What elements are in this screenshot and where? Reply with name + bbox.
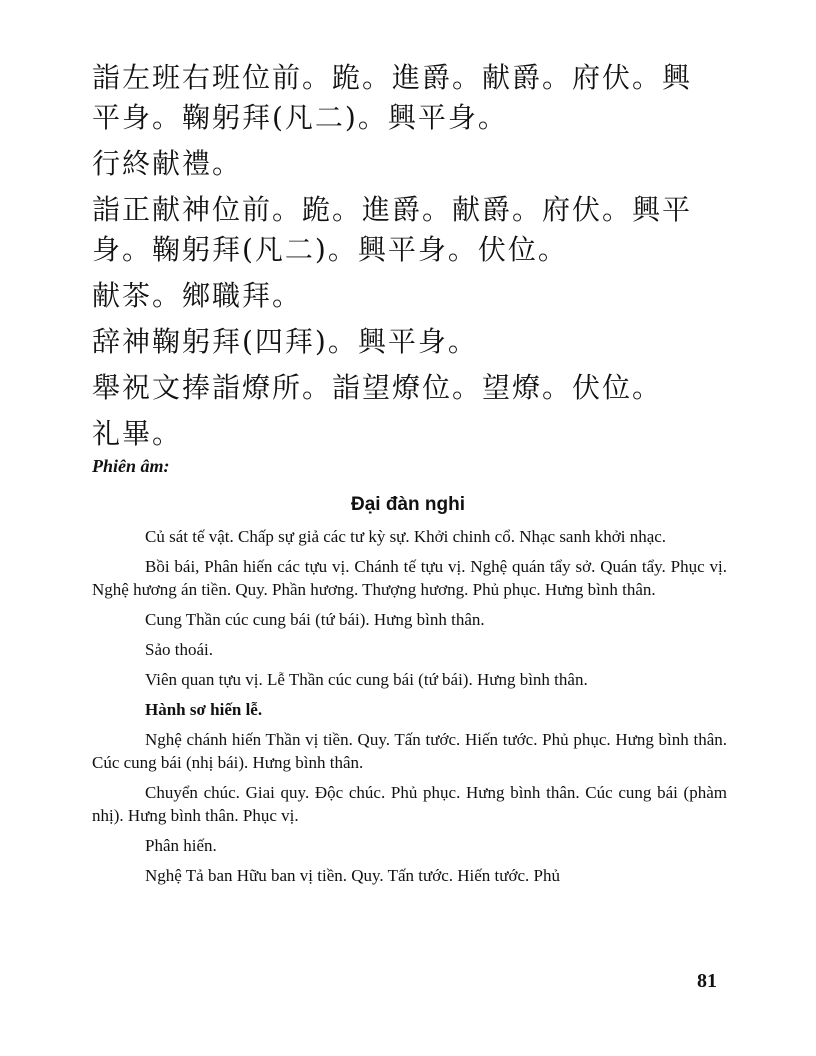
han-line: 平身。鞠躬拜(凡二)。興平身。 xyxy=(92,101,508,134)
transliteration-body xyxy=(92,525,727,894)
han-paragraph xyxy=(92,190,732,270)
section-title: Đại đàn nghi xyxy=(351,494,465,515)
paragraph: Viên quan tựu vị. Lễ Thần cúc cung bái (tứ bái). Hưng bình thân. xyxy=(145,670,588,689)
han-line: 身。鞠躬拜(凡二)。興平身。伏位。 xyxy=(92,233,568,266)
han-line: 行終献禮。 xyxy=(92,147,243,180)
paragraph: Chuyển chúc. Giai quy. Độc chúc. Phủ phục. Hưng bình thân. Cúc cung bái (phàm nhị). Hưng bình thân. Phục vị. xyxy=(92,783,727,825)
phien-am-label: Phiên âm: xyxy=(92,456,170,476)
han-line: 舉祝文捧詣燎所。詣望燎位。望燎。伏位。 xyxy=(92,371,663,404)
paragraph: Phân hiến. xyxy=(145,836,217,855)
paragraph: Nghệ Tả ban Hữu ban vị tiền. Quy. Tấn tước. Hiến tước. Phủ xyxy=(145,866,560,885)
paragraph: Nghệ chánh hiến Thần vị tiền. Quy. Tấn tước. Hiến tước. Phủ phục. Hưng bình thân. Cúc cung bái (nhị bái). Hưng bình thân. xyxy=(92,730,727,772)
paragraph: Cung Thần cúc cung bái (tứ bái). Hưng bình thân. xyxy=(145,610,485,629)
paragraph-heading: Hành sơ hiến lễ. xyxy=(145,700,263,719)
paragraph: Sảo thoái. xyxy=(145,640,213,659)
han-line: 礼畢。 xyxy=(92,417,183,450)
han-line: 辞神鞠躬拜(四拜)。興平身。 xyxy=(92,325,478,358)
page-number: 81 xyxy=(697,970,717,992)
han-line: 詣正献神位前。跪。進爵。献爵。府伏。興平 xyxy=(92,193,693,226)
han-line: 献茶。鄉職拜。 xyxy=(92,279,303,312)
han-line: 詣左班右班位前。跪。進爵。献爵。府伏。興 xyxy=(92,61,693,94)
paragraph: Bồi bái, Phân hiến các tựu vị. Chánh tế tựu vị. Nghệ quán tẩy sở. Quán tẩy. Phục vị. Nghệ hương án tiền. Quy. Phần hương. Thượng hương. Phủ phục. Hưng bình thân. xyxy=(92,557,727,599)
han-paragraph xyxy=(92,58,732,138)
han-text-block xyxy=(92,58,732,460)
paragraph: Củ sát tế vật. Chấp sự giả các tư kỳ sự. Khởi chinh cổ. Nhạc sanh khởi nhạc. xyxy=(145,527,667,546)
